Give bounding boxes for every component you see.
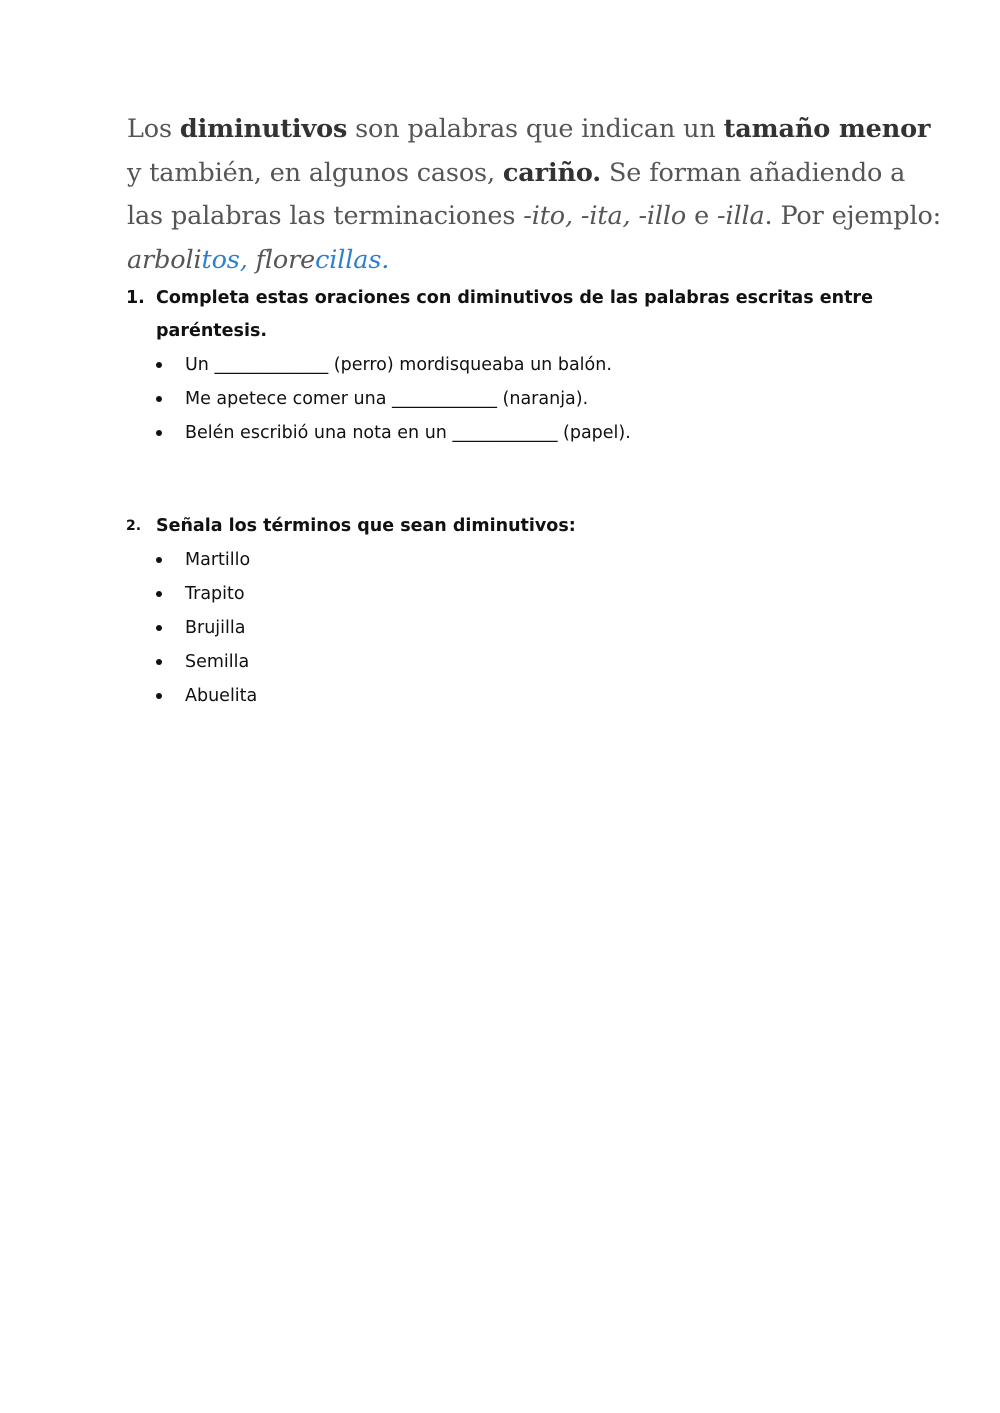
question-2 (0, 510, 1000, 713)
question-2-number: 2. (126, 518, 142, 534)
list-item-text: Abuelita (185, 686, 258, 706)
intro-bold-term: tamaño menor (723, 114, 931, 144)
bullet-icon (156, 693, 162, 699)
bullet-icon (156, 396, 162, 402)
intro-text: . Por ejemplo: (764, 201, 942, 231)
intro-line-3 (127, 195, 942, 239)
list-item (0, 679, 1000, 713)
intro-text: las palabras las terminaciones (127, 201, 524, 231)
example-word-stem: arboli (127, 244, 202, 275)
intro-italic-suffix: -illa (717, 201, 765, 231)
list-item-text: Martillo (185, 550, 251, 570)
list-item-text: Trapito (185, 584, 245, 604)
list-item-text: Brujilla (185, 618, 246, 638)
list-item-text: Me apetece comer una ____________ (naranja). (185, 389, 589, 409)
intro-text: Se forman añadiendo a (601, 157, 906, 188)
intro-bold-term: cariño. (502, 157, 602, 188)
list-item (0, 645, 1000, 679)
intro-line-2 (127, 152, 917, 196)
list-item (0, 577, 1000, 611)
intro-line-1 (127, 108, 931, 152)
bullet-icon (156, 591, 162, 597)
intro-text: son palabras que indican un (347, 114, 724, 144)
list-item (0, 382, 1000, 416)
question-1-title: Completa estas oraciones con diminutivos de las palabras escritas entre paréntesis. (156, 288, 873, 341)
bullet-icon (156, 362, 162, 368)
bullet-icon (156, 625, 162, 631)
example-word-suffix: tos, (201, 244, 248, 275)
bullet-icon (156, 659, 162, 665)
list-item (0, 543, 1000, 577)
intro-text: y también, en algunos casos, (127, 157, 503, 188)
example-word-stem: flore (247, 244, 316, 275)
question-1 (0, 282, 1000, 450)
question-2-title: Señala los términos que sean diminutivos: (156, 516, 576, 536)
intro-paragraph (127, 108, 942, 282)
bullet-icon (156, 430, 162, 436)
list-item-text: Belén escribió una nota en un ____________ (papel). (185, 423, 631, 443)
question-2-list (0, 543, 1000, 713)
intro-text: e (686, 201, 717, 231)
list-item (0, 348, 1000, 382)
intro-line-4 (127, 239, 917, 283)
list-item (0, 416, 1000, 450)
list-item-text: Un _____________ (perro) mordisqueaba un balón. (185, 355, 612, 375)
list-item-text: Semilla (185, 652, 250, 672)
question-1-number: 1. (126, 288, 145, 308)
question-2-heading (0, 510, 916, 543)
intro-text: Los (127, 114, 180, 144)
bullet-icon (156, 557, 162, 563)
example-word-suffix: cillas. (315, 244, 390, 275)
question-1-list (0, 348, 1000, 450)
question-1-heading (0, 282, 916, 348)
list-item (0, 611, 1000, 645)
intro-italic-suffixes: -ito, -ita, -illo (523, 201, 687, 231)
intro-bold-term: diminutivos (179, 114, 348, 144)
